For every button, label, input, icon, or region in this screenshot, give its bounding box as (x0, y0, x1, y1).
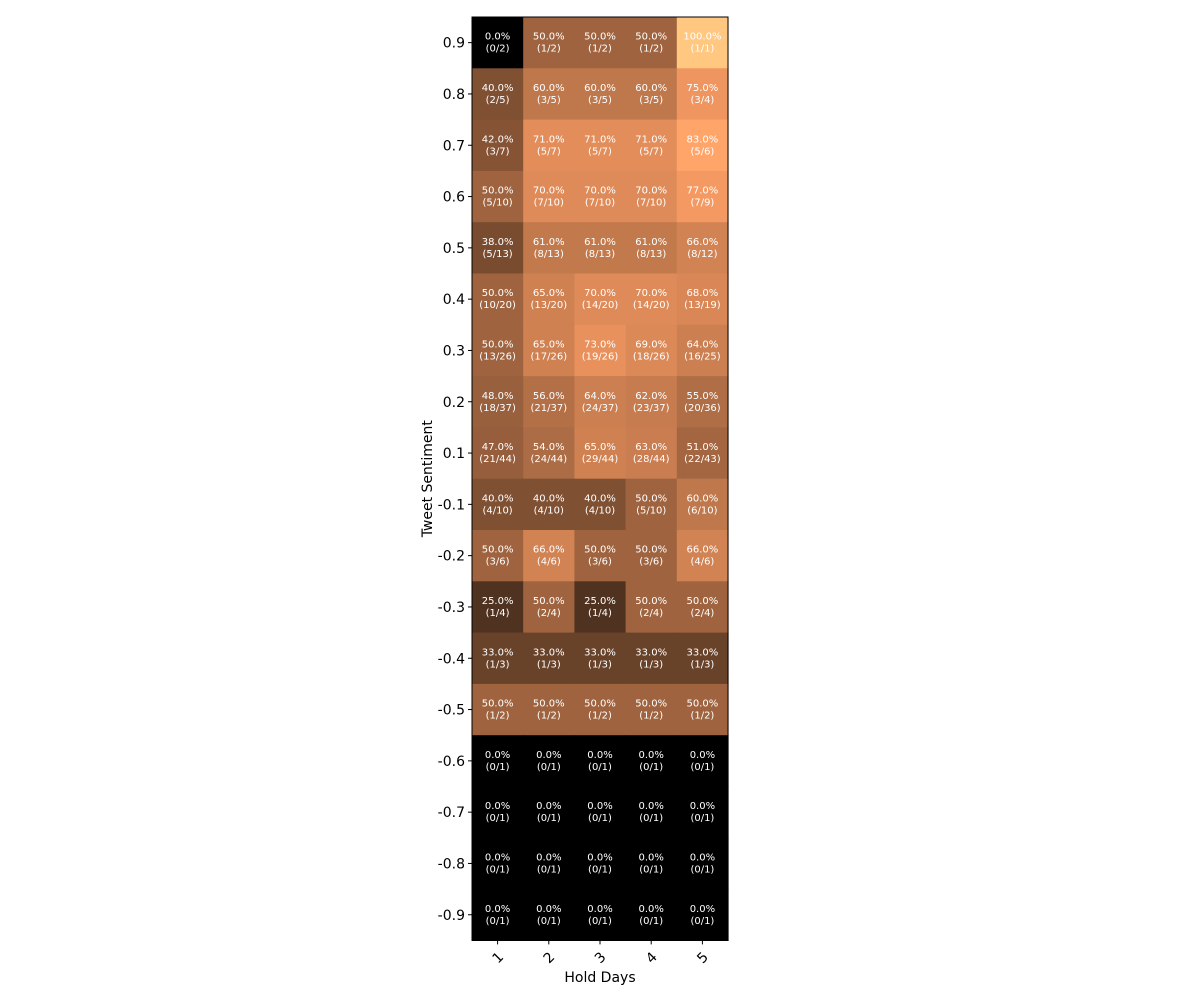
y-tick-label: 0.9 (442, 35, 465, 52)
cell-count-label: (1/3) (536, 659, 561, 671)
cell-count-label: (1/2) (639, 43, 664, 55)
cell-count-label: (2/5) (485, 94, 510, 106)
cell-count-label: (4/6) (536, 556, 561, 568)
cell-count-label: (16/25) (684, 351, 721, 363)
y-tick-label: -0.2 (437, 548, 465, 565)
y-tick-label: -0.6 (437, 753, 465, 770)
cell-count-label: (0/1) (690, 761, 715, 773)
cell-percent-label: 48.0% (481, 390, 514, 402)
x-tick-label: 2 (540, 949, 559, 967)
cell-percent-label: 70.0% (584, 185, 616, 197)
cell-percent-label: 0.0% (484, 31, 511, 43)
cell-percent-label: 62.0% (635, 390, 668, 402)
cell-percent-label: 70.0% (635, 185, 668, 197)
cell-count-label: (7/9) (690, 197, 715, 209)
cell-count-label: (0/2) (485, 43, 510, 55)
cell-count-label: (0/1) (536, 864, 561, 876)
cell-percent-label: 0.0% (689, 903, 716, 915)
y-tick-label: -0.4 (437, 651, 465, 668)
cell-count-label: (1/4) (485, 607, 510, 619)
cell-percent-label: 83.0% (686, 134, 719, 146)
cell-count-label: (0/1) (639, 915, 664, 927)
cell-percent-label: 0.0% (484, 801, 511, 813)
cell-count-label: (0/1) (485, 915, 510, 927)
cell-percent-label: 50.0% (584, 31, 616, 43)
cell-percent-label: 50.0% (481, 339, 514, 351)
cell-percent-label: 33.0% (532, 647, 565, 659)
cell-count-label: (4/10) (533, 505, 564, 517)
cell-percent-label: 71.0% (584, 134, 616, 146)
cell-percent-label: 66.0% (686, 544, 719, 556)
cell-count-label: (28/44) (632, 454, 670, 466)
cell-percent-label: 0.0% (587, 801, 613, 813)
y-tick-label: 0.1 (442, 446, 465, 463)
cell-percent-label: 0.0% (484, 749, 511, 761)
cell-count-label: (1/3) (588, 659, 612, 671)
cell-percent-label: 25.0% (481, 595, 514, 607)
y-tick-label: 0.8 (442, 86, 465, 103)
cell-percent-label: 65.0% (584, 442, 616, 454)
cell-percent-label: 0.0% (587, 749, 613, 761)
y-tick-label: 0.3 (442, 343, 465, 360)
cell-percent-label: 50.0% (481, 698, 514, 710)
cell-count-label: (0/1) (588, 761, 612, 773)
cell-percent-label: 0.0% (587, 852, 613, 864)
cell-percent-label: 0.0% (536, 903, 562, 915)
y-tick-label: 0.2 (442, 394, 465, 411)
y-tick-label: -0.8 (437, 856, 465, 873)
cell-percent-label: 54.0% (532, 442, 565, 454)
cell-percent-label: 56.0% (532, 390, 565, 402)
cell-count-label: (1/2) (639, 710, 664, 722)
cell-count-label: (1/4) (588, 607, 612, 619)
cell-count-label: (0/1) (485, 813, 510, 825)
cell-percent-label: 61.0% (635, 236, 668, 248)
cell-percent-label: 50.0% (481, 544, 514, 556)
cell-percent-label: 60.0% (584, 82, 616, 94)
cell-percent-label: 65.0% (532, 339, 565, 351)
cell-percent-label: 0.0% (638, 852, 664, 864)
cell-percent-label: 0.0% (689, 749, 716, 761)
x-tick-label: 4 (643, 949, 661, 967)
cell-percent-label: 64.0% (584, 390, 616, 402)
y-tick-label: -0.7 (437, 805, 465, 822)
cell-count-label: (5/13) (482, 248, 513, 260)
y-axis-label: Tweet Sentiment (420, 420, 436, 538)
cell-count-label: (0/1) (588, 813, 612, 825)
cell-percent-label: 0.0% (689, 852, 716, 864)
cell-count-label: (0/1) (639, 864, 664, 876)
cell-count-label: (1/1) (690, 43, 715, 55)
cell-percent-label: 69.0% (635, 339, 668, 351)
cell-count-label: (14/20) (581, 300, 619, 312)
cell-count-label: (0/1) (639, 813, 664, 825)
cell-percent-label: 50.0% (584, 698, 616, 710)
cell-count-label: (0/1) (536, 761, 561, 773)
cell-count-label: (5/10) (636, 505, 667, 517)
cell-percent-label: 50.0% (532, 595, 565, 607)
cell-percent-label: 0.0% (536, 749, 562, 761)
cell-count-label: (0/1) (536, 813, 561, 825)
cell-count-label: (0/1) (588, 915, 612, 927)
cell-percent-label: 50.0% (635, 698, 668, 710)
cell-percent-label: 0.0% (638, 903, 664, 915)
cell-percent-label: 65.0% (532, 288, 565, 300)
cell-percent-label: 0.0% (638, 749, 664, 761)
cell-percent-label: 47.0% (481, 442, 514, 454)
cell-percent-label: 60.0% (686, 493, 719, 505)
cell-count-label: (1/2) (588, 43, 612, 55)
cell-count-label: (8/13) (636, 248, 667, 260)
cell-count-label: (24/37) (581, 402, 619, 414)
cell-count-label: (13/20) (530, 300, 568, 312)
cell-count-label: (1/3) (690, 659, 715, 671)
cell-count-label: (4/10) (584, 505, 616, 517)
y-tick-label: -0.3 (437, 599, 465, 616)
cell-count-label: (1/3) (485, 659, 510, 671)
cell-percent-label: 50.0% (635, 493, 668, 505)
cell-percent-label: 0.0% (536, 801, 562, 813)
cell-percent-label: 60.0% (635, 82, 668, 94)
cell-count-label: (1/2) (588, 710, 612, 722)
cell-count-label: (21/44) (479, 454, 516, 466)
cell-count-label: (18/37) (479, 402, 516, 414)
cell-count-label: (3/5) (588, 94, 612, 106)
cell-count-label: (3/6) (639, 556, 664, 568)
cell-percent-label: 50.0% (635, 595, 668, 607)
cell-percent-label: 50.0% (686, 595, 719, 607)
cell-count-label: (13/26) (479, 351, 516, 363)
cell-count-label: (29/44) (581, 454, 619, 466)
cell-count-label: (1/2) (536, 710, 561, 722)
cell-count-label: (2/4) (639, 607, 664, 619)
cell-percent-label: 25.0% (584, 595, 616, 607)
cell-percent-label: 42.0% (481, 134, 514, 146)
cell-percent-label: 0.0% (536, 852, 562, 864)
cell-percent-label: 70.0% (532, 185, 565, 197)
y-tick-label: 0.7 (442, 138, 465, 155)
cell-count-label: (6/10) (687, 505, 718, 517)
cell-percent-label: 40.0% (584, 493, 616, 505)
cell-count-label: (5/7) (639, 146, 664, 158)
cell-percent-label: 61.0% (532, 236, 565, 248)
cell-count-label: (7/10) (584, 197, 616, 209)
cell-count-label: (5/7) (588, 146, 612, 158)
cell-percent-label: 0.0% (587, 903, 613, 915)
cell-percent-label: 51.0% (686, 442, 719, 454)
cell-count-label: (4/6) (690, 556, 715, 568)
cell-percent-label: 75.0% (686, 82, 719, 94)
cell-count-label: (1/3) (639, 659, 664, 671)
cell-percent-label: 66.0% (686, 236, 719, 248)
cell-percent-label: 64.0% (686, 339, 719, 351)
cell-count-label: (2/4) (536, 607, 561, 619)
cell-percent-label: 68.0% (686, 288, 719, 300)
y-tick-label: -0.9 (437, 907, 465, 924)
cell-percent-label: 70.0% (635, 288, 668, 300)
cell-percent-label: 50.0% (635, 544, 668, 556)
heatmap-cells (472, 17, 729, 941)
cell-count-label: (17/26) (530, 351, 568, 363)
cell-count-label: (5/7) (536, 146, 561, 158)
y-tick-label: -0.1 (437, 497, 465, 514)
cell-percent-label: 50.0% (532, 698, 565, 710)
y-tick-label: 0.5 (442, 240, 465, 257)
cell-percent-label: 40.0% (532, 493, 565, 505)
cell-percent-label: 0.0% (484, 852, 511, 864)
cell-percent-label: 0.0% (484, 903, 511, 915)
cell-count-label: (1/2) (485, 710, 510, 722)
cell-percent-label: 100.0% (683, 31, 722, 43)
cell-percent-label: 71.0% (635, 134, 668, 146)
cell-percent-label: 50.0% (686, 698, 719, 710)
cell-count-label: (2/4) (690, 607, 715, 619)
cell-count-label: (7/10) (636, 197, 667, 209)
y-axis-ticks (438, 36, 472, 924)
cell-percent-label: 55.0% (686, 390, 719, 402)
cell-count-label: (1/2) (690, 710, 715, 722)
x-tick-label: 5 (694, 949, 712, 967)
cell-percent-label: 40.0% (481, 493, 514, 505)
cell-count-label: (18/26) (632, 351, 670, 363)
cell-count-label: (14/20) (632, 300, 670, 312)
cell-count-label: (0/1) (690, 864, 715, 876)
cell-count-label: (13/19) (684, 300, 721, 312)
cell-count-label: (0/1) (485, 864, 510, 876)
cell-percent-label: 33.0% (635, 647, 668, 659)
cell-count-label: (22/43) (684, 454, 721, 466)
cell-count-label: (8/13) (584, 248, 616, 260)
cell-count-label: (5/6) (690, 146, 715, 158)
cell-count-label: (24/44) (530, 454, 568, 466)
cell-count-label: (0/1) (536, 915, 561, 927)
cell-count-label: (0/1) (588, 864, 612, 876)
cell-count-label: (0/1) (639, 761, 664, 773)
y-tick-label: 0.4 (442, 292, 465, 309)
x-tick-label: 1 (489, 949, 508, 967)
cell-count-label: (8/12) (687, 248, 718, 260)
cell-percent-label: 77.0% (686, 185, 719, 197)
cell-percent-label: 33.0% (584, 647, 616, 659)
cell-count-label: (3/6) (485, 556, 510, 568)
cell-percent-label: 33.0% (481, 647, 514, 659)
cell-percent-label: 50.0% (532, 31, 565, 43)
cell-percent-label: 0.0% (689, 801, 716, 813)
cell-percent-label: 0.0% (638, 801, 664, 813)
cell-count-label: (3/4) (690, 94, 715, 106)
x-axis-ticks (489, 940, 711, 967)
cell-count-label: (7/10) (533, 197, 564, 209)
cell-count-label: (3/7) (485, 146, 510, 158)
cell-percent-label: 71.0% (532, 134, 565, 146)
cell-percent-label: 50.0% (635, 31, 668, 43)
y-tick-label: -0.5 (437, 702, 465, 719)
cell-count-label: (0/1) (690, 915, 715, 927)
y-tick-label: 0.6 (442, 189, 465, 206)
cell-count-label: (21/37) (530, 402, 568, 414)
cell-count-label: (20/36) (684, 402, 721, 414)
cell-percent-label: 50.0% (584, 544, 616, 556)
x-axis-label: Hold Days (564, 970, 636, 986)
cell-count-label: (8/13) (533, 248, 564, 260)
cell-percent-label: 40.0% (481, 82, 514, 94)
cell-percent-label: 63.0% (635, 442, 668, 454)
cell-percent-label: 61.0% (584, 236, 616, 248)
cell-count-label: (10/20) (479, 300, 516, 312)
cell-percent-label: 70.0% (584, 288, 616, 300)
cell-percent-label: 38.0% (481, 236, 514, 248)
x-tick-label: 3 (591, 949, 610, 967)
cell-count-label: (0/1) (690, 813, 715, 825)
cell-percent-label: 50.0% (481, 288, 514, 300)
cell-percent-label: 33.0% (686, 647, 719, 659)
cell-count-label: (1/2) (536, 43, 561, 55)
cell-count-label: (0/1) (485, 761, 510, 773)
cell-percent-label: 66.0% (532, 544, 565, 556)
cell-count-label: (19/26) (581, 351, 619, 363)
cell-count-label: (23/37) (632, 402, 670, 414)
cell-count-label: (5/10) (482, 197, 513, 209)
cell-count-label: (3/5) (639, 94, 664, 106)
cell-percent-label: 73.0% (584, 339, 616, 351)
cell-count-label: (3/6) (588, 556, 612, 568)
cell-percent-label: 60.0% (532, 82, 565, 94)
cell-count-label: (4/10) (482, 505, 513, 517)
cell-percent-label: 50.0% (481, 185, 514, 197)
cell-count-label: (3/5) (536, 94, 561, 106)
